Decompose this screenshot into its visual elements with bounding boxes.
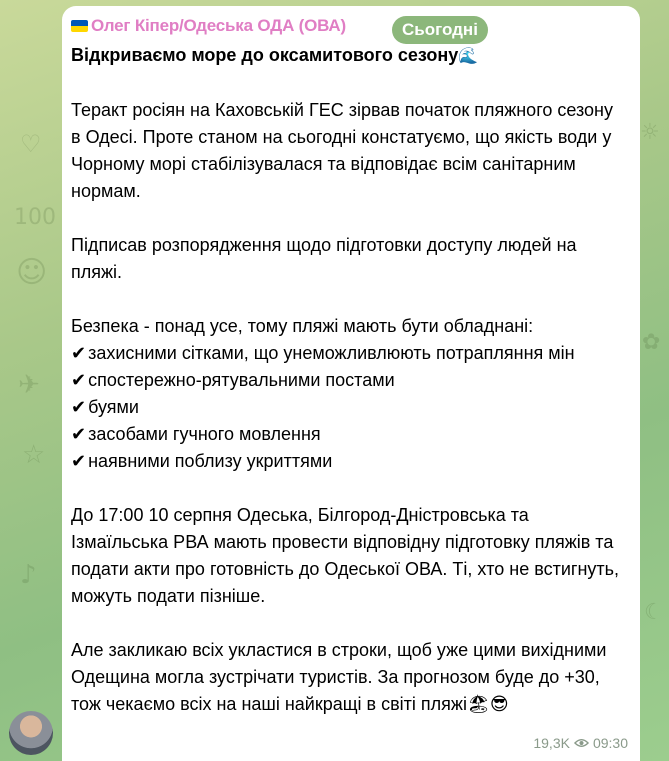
message-header [71, 14, 626, 38]
checkmark-icon: ✔ [71, 451, 87, 471]
checklist [71, 340, 626, 475]
paragraph-1: Теракт росіян на Каховській ГЕС зірвав початок пляжного сезону в Одесі. Проте станом на сьогодні констатуємо, що якість води у Чорному морі стабілізувалася та відповідає всім санітарним нормам. [71, 100, 613, 201]
post-title-row [71, 42, 626, 70]
checklist-intro: Безпека - понад усе, тому пляжі мають бути обладнані: [71, 316, 534, 336]
paragraph-2: Підписав розпорядження щодо підготовки доступу людей на пляжі. [71, 235, 577, 282]
paragraph-5 [71, 637, 626, 718]
checkmark-icon: ✔ [71, 370, 87, 390]
checklist-item: ✔ наявними поблизу укриттями [71, 451, 333, 471]
channel-author-name[interactable]: Олег Кіпер/Одеська ОДА (ОВА) [91, 16, 346, 35]
background-doodle-cat-icon: ☺ [16, 255, 48, 290]
checklist-item: ✔ спостережно-рятувальними постами [71, 370, 395, 390]
checklist-item: ✔ захисними сітками, що унеможливлюють потрапляння мін [71, 343, 575, 363]
checklist-item: ✔ засобами гучного мовлення [71, 424, 321, 444]
background-doodle-flower-icon: ✿ [642, 330, 661, 355]
background-doodle-sun-icon: ☼ [640, 120, 660, 145]
message-footer [533, 735, 628, 751]
paragraph-4: До 17:00 10 серпня Одеська, Білгород-Дністровська та Ізмаїльська РВА мають провести відповідну підготовку пляжів та подати акти про готовність до Одеської ОВА. Ті, хто не встигнуть, можуть подати пізніше. [71, 505, 620, 606]
checklist-item: ✔ буями [71, 397, 139, 417]
date-badge: Сьогодні [392, 16, 488, 44]
beach-sunglasses-emoji-icon: 🏖😎 [466, 694, 509, 714]
wave-emoji-icon: 🌊 [458, 48, 479, 65]
author-avatar[interactable] [9, 711, 53, 755]
eye-icon [574, 738, 589, 748]
paragraph-5-text: Але закликаю всіх укластися в строки, щоб уже цими вихідними Одещина могла зустрічати туристів. За прогнозом буде до +30, тож чекаємо всіх на наші найкращі в світі пляжі [71, 640, 607, 714]
message-time: 09:30 [592, 735, 628, 751]
message-bubble[interactable] [62, 6, 640, 761]
background-doodle-moon-icon: ☾ [644, 600, 664, 625]
background-doodle-note-icon: ♪ [20, 560, 37, 590]
background-doodle-heart-icon: ♡ [20, 130, 42, 158]
ukraine-flag-icon [71, 20, 88, 32]
message-text [71, 42, 626, 718]
checkmark-icon: ✔ [71, 424, 87, 444]
background-doodle-100: 100 [14, 205, 56, 230]
paragraph-3 [71, 313, 626, 475]
post-title: Відкриваємо море до оксамитового сезону [71, 45, 459, 65]
background-doodle-rocket-icon: ✈ [18, 370, 40, 400]
background-doodle-star-icon: ☆ [22, 440, 46, 470]
checkmark-icon: ✔ [71, 343, 87, 363]
checkmark-icon: ✔ [71, 397, 87, 417]
view-count: 19,3K [533, 735, 570, 751]
